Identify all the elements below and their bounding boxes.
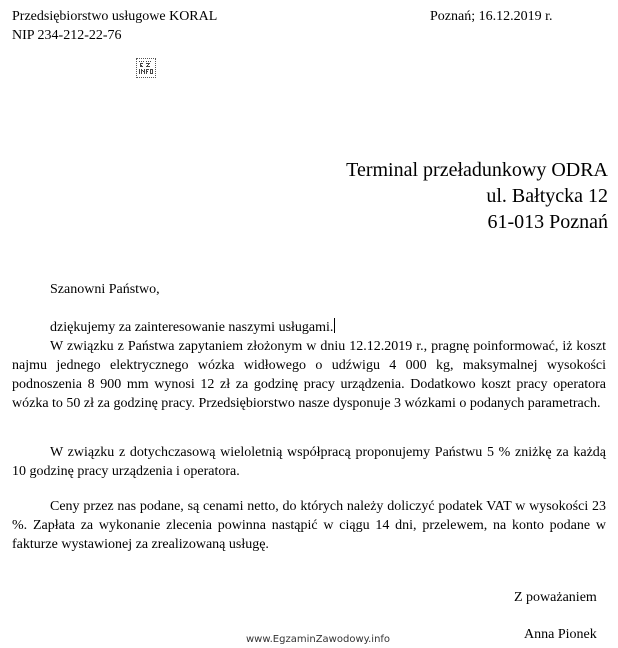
sender-nip: NIP 234-212-22-76 xyxy=(12,28,122,43)
closing: Z poważaniem xyxy=(514,590,597,605)
ez-info-stamp-icon xyxy=(136,58,156,78)
opening-text: dziękujemy za zainteresowanie naszymi usługami. xyxy=(50,320,334,335)
sender-block xyxy=(12,7,217,45)
recipient-line-3: 61-013 Poznań xyxy=(487,211,608,233)
sender-name: Przedsiębiorstwo usługowe KORAL xyxy=(12,9,218,24)
place-date: Poznań; 16.12.2019 r. xyxy=(430,9,553,24)
recipient-block xyxy=(346,157,608,235)
recipient-line-2: ul. Bałtycka 12 xyxy=(486,185,608,207)
paragraph-1-opening xyxy=(12,318,606,337)
recipient-line-1: Terminal przeładunkowy ODRA xyxy=(346,159,608,181)
text-cursor xyxy=(334,318,335,333)
paragraph-3: Ceny przez nas podane, są cenami netto, do których należy doliczyć podatek VAT w wysokości 23 %. Zapłata za wykonanie zlecenia powinna nastąpić w ciągu 14 dni, przelewem, na konto podane w fakturze wystawionej za zrealizowaną usługę. xyxy=(12,499,606,552)
paragraph-1 xyxy=(12,318,606,413)
paragraph-1-body: W związku z Państwa zapytaniem złożonym w dniu 12.12.2019 r., pragnę poinformować, iż koszt najmu jednego elektrycznego wózka widłowego o udźwigu 4 000 kg, maksymalnej wysokości podnoszenia 8 900 mm wynosi 12 zł za godzinę pracy urządzenia. Dodatkowo koszt pracy operatora wózka to 50 zł za godzinę pracy. Przedsiębiorstwo nasze dysponuje 3 wózkami o podanych parametrach. xyxy=(12,339,606,411)
paragraph-2: W związku z dotychczasową wieloletnią współpracą proponujemy Państwu 5 % zniżkę za każdą 10 godzinę pracy urządzenia i operatora. xyxy=(12,445,606,479)
signature: Anna Pionek xyxy=(524,627,597,642)
salutation: Szanowni Państwo, xyxy=(50,282,160,297)
watermark: www.EgzaminZawodowy.info xyxy=(246,634,391,645)
